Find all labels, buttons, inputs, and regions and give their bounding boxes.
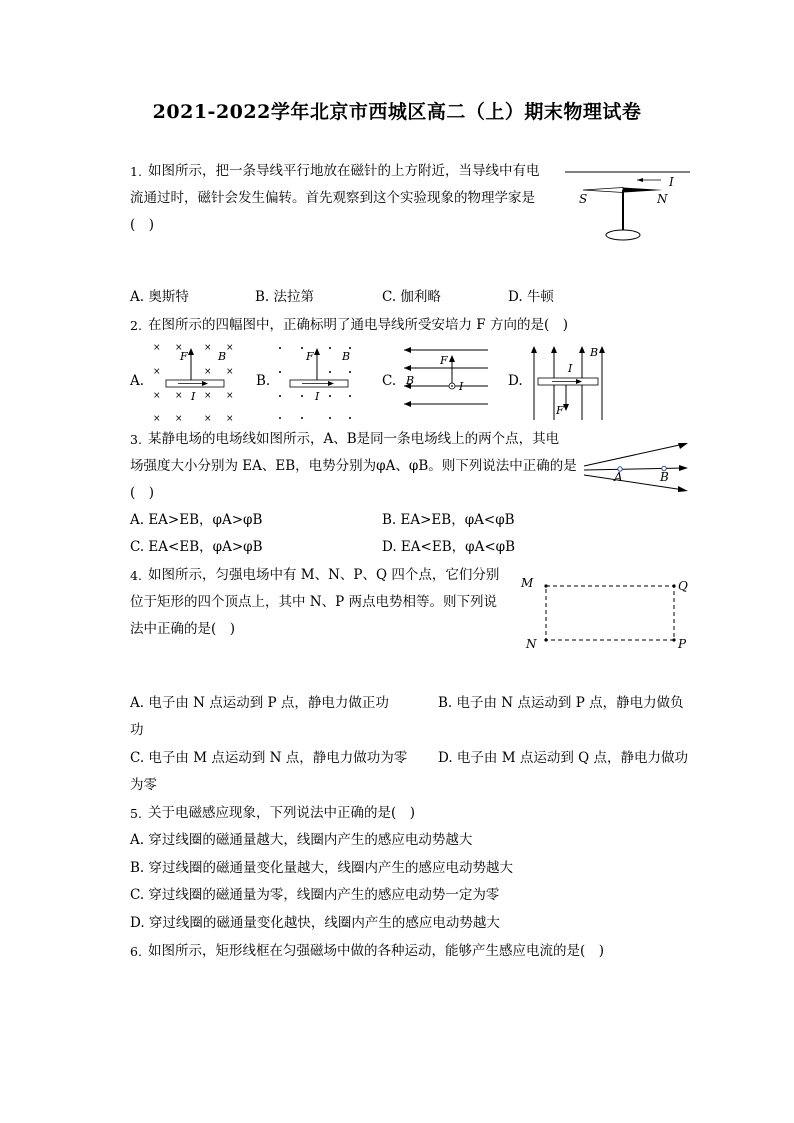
- q5-number: 5.: [130, 806, 142, 821]
- q2-figure-c: [400, 344, 492, 422]
- q2-number: 2.: [130, 318, 142, 333]
- q1-north-label: N: [657, 192, 668, 206]
- q1-south-label: S: [579, 192, 588, 206]
- svg-text:×: ×: [175, 343, 183, 353]
- q4-point-q-label: Q: [678, 579, 688, 593]
- q5-option-d: D. 穿过线圈的磁通量变化越快，线圈内产生的感应电动势越大: [130, 915, 500, 931]
- q2c-current-label: I: [459, 380, 464, 393]
- q2b-force-label: F: [306, 350, 314, 363]
- q2d-force-label: F: [556, 404, 564, 417]
- q4-option-a: A. 电子由 N 点运动到 P 点，静电力做正功: [130, 695, 389, 711]
- q4-rectangle-figure: [518, 570, 693, 656]
- page-title: 2021-2022学年北京市西城区高二（上）期末物理试卷: [152, 101, 642, 123]
- q2d-field-label: B: [590, 346, 599, 359]
- q1-option-c: C. 伽利略: [382, 289, 441, 305]
- q1-option-a: A. 奥斯特: [130, 289, 189, 305]
- svg-text:×: ×: [153, 391, 161, 401]
- q1-line3: ( ): [130, 217, 155, 233]
- q4-option-c: C. 电子由 M 点运动到 N 点，静电力做功为零: [130, 750, 408, 766]
- svg-text:×: ×: [226, 391, 234, 401]
- q1-line1: 如图所示，把一条导线平行地放在磁针的上方附近，当导线中有电: [148, 163, 540, 179]
- q1-line2: 流通过时，磁针会发生偏转。首先观察到这个实验现象的物理学家是: [130, 190, 535, 206]
- svg-text:×: ×: [153, 414, 161, 424]
- q3-option-b: B. EA>EB，φA<φB: [382, 512, 515, 528]
- q3-line2: 场强度大小分别为 EA、EB，电势分别为φA、φB。则下列说法中正确的是: [130, 458, 577, 474]
- svg-text:×: ×: [226, 367, 234, 377]
- svg-text:×: ×: [153, 343, 161, 353]
- q4-line1: 如图所示，匀强电场中有 M、N、P、Q 四个点，它们分别: [148, 567, 500, 583]
- q2-figure-a: [148, 340, 238, 425]
- q4-option-d: D. 电子由 M 点运动到 Q 点，静电力做功: [438, 750, 688, 766]
- q4-line2: 位于矩形的四个顶点上，其中 N、P 两点电势相等。则下列说: [130, 594, 497, 610]
- svg-text:×: ×: [175, 414, 183, 424]
- q2-figure-b: [272, 340, 362, 425]
- q6-number: 6.: [130, 944, 142, 959]
- q1-option-b: B. 法拉第: [255, 289, 315, 305]
- q1-option-d: D. 牛顿: [508, 289, 554, 305]
- q3-field-lines-figure: [580, 438, 692, 496]
- q6-text: 如图所示，矩形线框在匀强磁场中做的各种运动，能够产生感应电流的是( ): [148, 943, 605, 959]
- q2-label-d: D.: [508, 373, 523, 389]
- svg-text:×: ×: [153, 367, 161, 377]
- svg-text:×: ×: [204, 391, 212, 401]
- q4-option-b-cont: 功: [130, 722, 144, 738]
- svg-text:×: ×: [226, 414, 234, 424]
- q5-text: 关于电磁感应现象，下列说法中正确的是( ): [148, 805, 416, 821]
- svg-text:×: ×: [204, 367, 212, 377]
- q2c-force-label: F: [440, 354, 448, 367]
- q3-line3: ( ): [130, 485, 155, 501]
- q3-point-a-label: A: [614, 470, 623, 484]
- q5-option-c: C. 穿过线圈的磁通量为零，线圈内产生的感应电动势一定为零: [130, 887, 500, 903]
- q4-point-n-label: N: [526, 637, 537, 651]
- q2a-current-label: I: [191, 390, 196, 403]
- q3-point-b-label: B: [660, 470, 669, 484]
- q2-label-a: A.: [130, 373, 145, 389]
- q3-option-c: C. EA<EB，φA>φB: [130, 539, 263, 555]
- q2a-field-label: B: [218, 350, 227, 363]
- q2a-force-label: F: [180, 350, 188, 363]
- svg-text:×: ×: [226, 343, 234, 353]
- q4-point-p-label: P: [678, 637, 687, 651]
- q4-line3: 法中正确的是( ): [130, 621, 236, 637]
- q2b-current-label: I: [315, 390, 320, 403]
- q2-label-c: C.: [382, 373, 397, 389]
- q2b-field-label: B: [342, 350, 351, 363]
- svg-text:×: ×: [204, 343, 212, 353]
- q5-option-a: A. 穿过线圈的磁通量越大，线圈内产生的感应电动势越大: [130, 832, 473, 848]
- q2c-field-label: B: [406, 374, 415, 387]
- q4-number: 4.: [130, 568, 142, 583]
- q5-option-b: B. 穿过线圈的磁通量变化量越大，线圈内产生的感应电动势越大: [130, 860, 514, 876]
- q4-option-d-cont: 为零: [130, 777, 157, 793]
- q2-text: 在图所示的四幅图中，正确标明了通电导线所受安培力 F 方向的是( ): [148, 317, 568, 333]
- q3-line1: 某静电场的电场线如图所示，A、B是同一条电场线上的两个点，其电: [148, 431, 560, 447]
- svg-text:×: ×: [204, 414, 212, 424]
- q1-compass-figure: [565, 160, 695, 245]
- q4-point-m-label: M: [521, 576, 534, 590]
- q3-option-d: D. EA<EB，φA<φB: [382, 539, 516, 555]
- q2d-current-label: I: [568, 362, 573, 375]
- q3-option-a: A. EA>EB，φA>φB: [130, 512, 263, 528]
- q4-option-b: B. 电子由 N 点运动到 P 点，静电力做负: [438, 695, 684, 711]
- q2-figure-d: [528, 342, 610, 424]
- q1-number: 1.: [130, 164, 142, 179]
- q3-number: 3.: [130, 432, 142, 447]
- svg-text:×: ×: [175, 391, 183, 401]
- q2-label-b: B.: [256, 373, 271, 389]
- q1-current-label: I: [669, 175, 674, 189]
